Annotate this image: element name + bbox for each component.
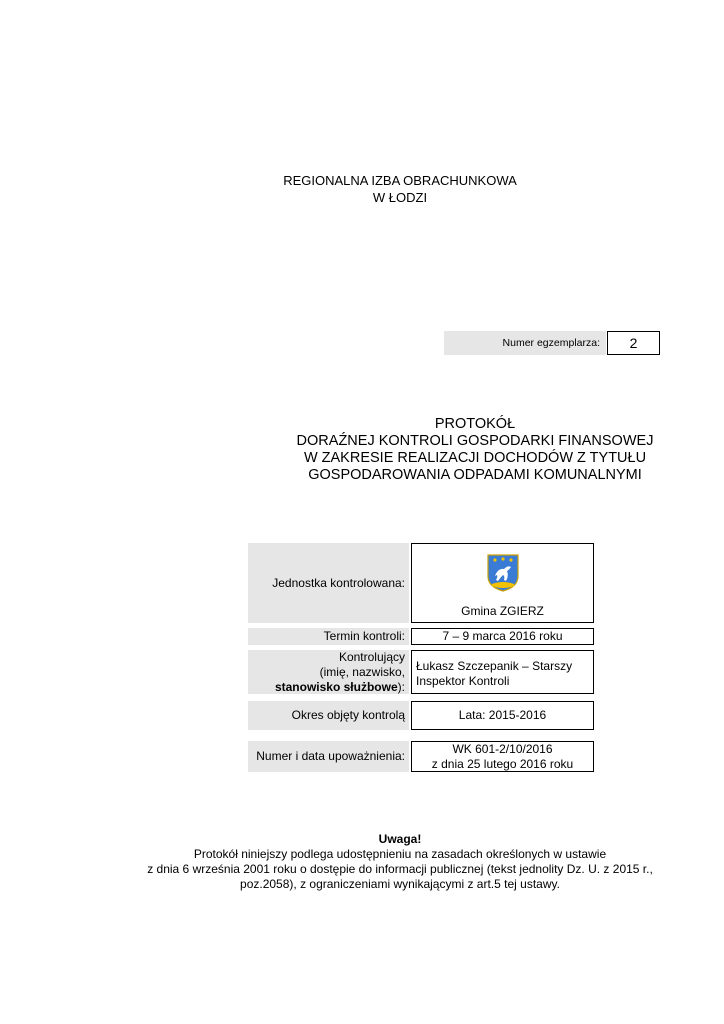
- row-authorization: [248, 741, 594, 772]
- notice-line-2: z dnia 6 września 2001 roku o dostępie do informacji publicznej (tekst jednolity Dz. U. z 2015 r.,: [147, 862, 653, 876]
- period-label: Okres objęty kontrolą: [248, 701, 409, 730]
- institution-header: [200, 172, 600, 206]
- institution-name: REGIONALNA IZBA OBRACHUNKOWA: [283, 173, 517, 188]
- inspector-value: Łukasz Szczepanik – Starszy Inspektor Kontroli: [411, 650, 594, 694]
- term-label: Termin kontroli:: [248, 628, 409, 645]
- title-line-1: PROTOKÓŁ: [434, 416, 516, 432]
- row-period: [248, 701, 594, 730]
- copy-number-row: [444, 331, 660, 355]
- term-value: 7 – 9 marca 2016 roku: [411, 628, 594, 645]
- authorization-label: Numer i data upoważnienia:: [248, 741, 409, 772]
- row-inspector: [248, 650, 594, 694]
- title-line-3: W ZAKRESIE REALIZACJI DOCHODÓW Z TYTUŁU: [303, 450, 647, 466]
- institution-city: W ŁODZI: [372, 190, 428, 205]
- copy-number-label: Numer egzemplarza:: [444, 331, 606, 355]
- notice-line-3: poz.2058), z ograniczeniami wynikającymi z art.5 tej ustawy.: [240, 877, 560, 891]
- unit-value-box: [411, 543, 594, 623]
- title-line-2: DORAŹNEJ KONTROLI GOSPODARKI FINANSOWEJ: [296, 433, 654, 449]
- title-line-4: GOSPODAROWANIA ODPADAMI KOMUNALNYMI: [308, 467, 642, 483]
- row-term: [248, 628, 594, 645]
- inspector-label: Kontrolujący (imię, nazwisko, stanowisko służbowe):: [248, 650, 409, 694]
- copy-number-value: 2: [607, 331, 660, 355]
- notice: [130, 832, 670, 892]
- notice-heading: Uwaga!: [378, 832, 422, 846]
- unit-value: Gmina ZGIERZ: [461, 604, 544, 618]
- row-unit: [248, 543, 594, 623]
- document-title: [250, 416, 700, 484]
- authorization-value: WK 601-2/10/2016 z dnia 25 lutego 2016 roku: [411, 741, 594, 772]
- notice-line-1: Protokół niniejszy podlega udostępnieniu na zasadach określonych w ustawie: [193, 847, 607, 861]
- coat-of-arms-icon: [487, 554, 519, 592]
- unit-label: Jednostka kontrolowana:: [248, 543, 409, 623]
- period-value: Lata: 2015-2016: [411, 701, 594, 730]
